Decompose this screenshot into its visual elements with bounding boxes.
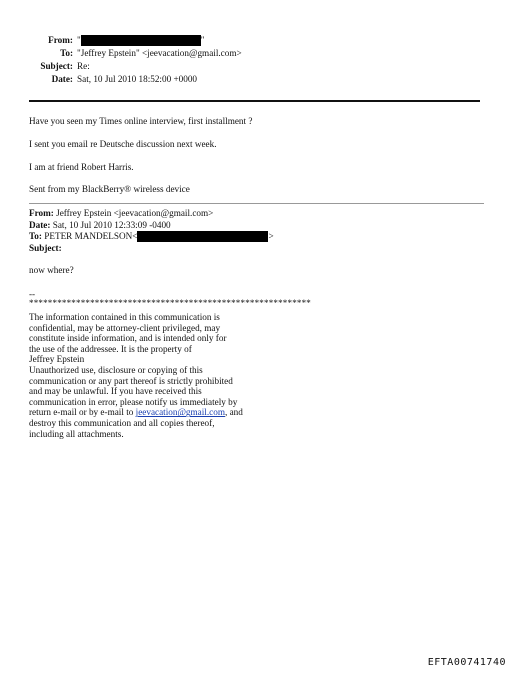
disclaimer-line: including all attachments.	[29, 428, 124, 439]
body-line-1: Have you seen my Times online interview, first installment ?	[29, 116, 253, 126]
quoted-date-value: Sat, 10 Jul 2010 12:33:09 -0400	[50, 219, 171, 230]
redaction-block	[137, 231, 268, 242]
body-line-3: I am at friend Robert Harris.	[29, 162, 134, 172]
confidentiality-disclaimer	[29, 312, 329, 439]
disclaimer-line: communication or any part thereof is strictly prohibited	[29, 375, 233, 386]
header-date-row	[0, 73, 420, 86]
disclaimer-text: , and	[224, 407, 243, 418]
quoted-message: now where?	[29, 265, 74, 275]
signature-dash: --	[29, 289, 36, 299]
date-value: Sat, 10 Jul 2010 18:52:00 +0000	[77, 73, 198, 84]
disclaimer-line: the use of the addressee. It is the property of	[29, 343, 192, 354]
disclaimer-line: confidential, may be attorney-client privileged, may	[29, 322, 221, 333]
disclaimer-line: communication in error, please notify us immediately by	[29, 396, 238, 407]
quoted-subject-label: Subject:	[29, 242, 62, 253]
bates-number: EFTA00741740	[427, 657, 506, 668]
quoted-to-close: >	[268, 231, 274, 241]
from-quote-close: "	[200, 34, 205, 45]
quoted-date-label: Date:	[29, 219, 51, 230]
quoted-to-label: To:	[29, 231, 42, 241]
quoted-header	[29, 208, 274, 277]
header-subject-row	[0, 60, 420, 73]
quoted-from-value: Jeffrey Epstein <jeevacation@gmail.com>	[53, 208, 214, 218]
disclaimer-text: return e-mail or by e-mail to	[29, 407, 136, 418]
disclaimer-line: Unauthorized use, disclosure or copying of this	[29, 364, 203, 375]
quoted-to-row	[29, 231, 274, 243]
to-label: To:	[60, 47, 73, 58]
email-header	[0, 34, 420, 86]
from-quote-open: "	[77, 34, 81, 45]
redaction-block	[81, 35, 201, 46]
date-label: Date:	[51, 73, 73, 84]
signature-line: Sent from my BlackBerry® wireless device	[29, 184, 190, 194]
disclaimer-line: The information contained in this communication is	[29, 312, 220, 322]
quoted-to-value: PETER MANDELSON<	[41, 231, 138, 241]
asterisk-separator: ************************************************************	[29, 298, 311, 308]
disclaimer-line: destroy this communication and all copies thereof,	[29, 417, 215, 428]
disclaimer-line: constitute inside information, and is intended only for	[29, 333, 227, 344]
quoted-from-row	[29, 208, 274, 220]
disclaimer-line: and may be unlawful. If you have received this	[29, 386, 202, 397]
header-from-row	[0, 34, 420, 47]
to-value: "Jeffrey Epstein" <jeevacation@gmail.com>	[77, 47, 242, 58]
body-line-2: I sent you email re Deutsche discussion next week.	[29, 139, 217, 149]
from-label: From:	[48, 34, 73, 45]
header-to-row	[0, 47, 420, 60]
header-divider	[29, 100, 480, 102]
quoted-subject-row	[29, 243, 274, 255]
quoted-from-label: From:	[29, 208, 54, 218]
subject-value: Re:	[77, 60, 90, 71]
subject-label: Subject:	[40, 60, 73, 71]
disclaimer-line: Jeffrey Epstein	[29, 354, 85, 365]
email-link[interactable]: jeevacation@gmail.com	[135, 407, 225, 418]
quoted-divider	[29, 203, 484, 204]
disclaimer-line-with-link	[29, 407, 329, 418]
quoted-date-row	[29, 220, 274, 232]
